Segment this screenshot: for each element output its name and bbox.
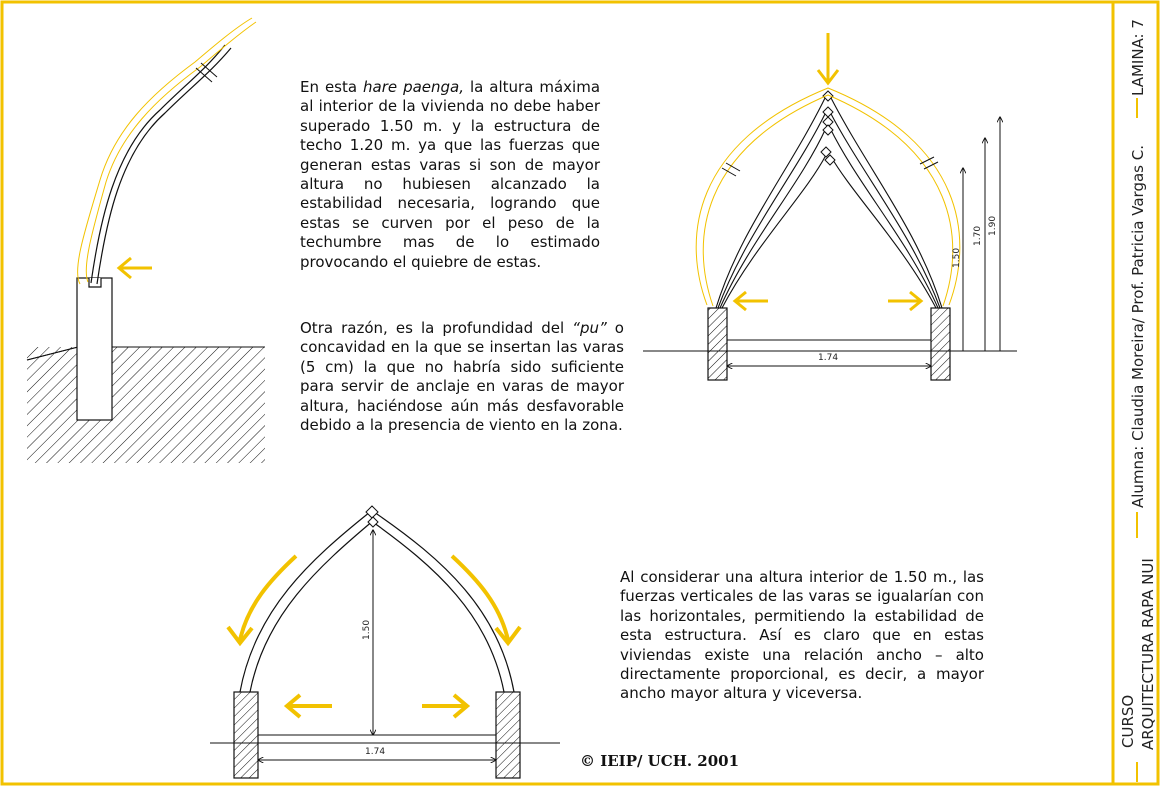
lower-height-label: 1.50 xyxy=(362,619,372,640)
post-detail-drawing xyxy=(27,18,265,463)
sidebar-lamina: LAMINA: 7 xyxy=(1129,19,1147,96)
sidebar-alumna: Alumna: Claudia Moreira/ Prof. Patricia Vargas C. xyxy=(1129,145,1147,508)
paragraph-stability: Al considerar una altura interior de 1.50 m., las fuerzas verticales de las varas se igualarían con las horizontales, permitiendo la estabilidad de esta estructura. Así es claro que en estas viviendas existe una relación ancho – alto directamente proporcional, es decir, a mayor ancho mayor altura y viceversa. xyxy=(620,568,984,703)
upper-arch-drawing xyxy=(643,88,1017,380)
arrow-left-post xyxy=(119,258,152,278)
p2-text-start: Otra razón, es la profundidad del xyxy=(300,319,573,337)
sidebar-curso: CURSO xyxy=(1119,694,1137,748)
upper-width-label: 1.74 xyxy=(818,353,839,363)
p1-text-start: En esta xyxy=(300,78,364,96)
arrow-left-lower xyxy=(287,695,332,717)
sidebar-arquitectura: ARQUITECTURA RAPA NUI xyxy=(1139,558,1157,750)
p1-text-rest: la altura máxima al interior de la vivienda no debe haber superado 1.50 m. y la estructura de techo 1.20 m. ya que las fuerzas que generan estas varas si son de mayor altura no hubiesen alcanzado la estabilidad necesaria, logrando que estas se curven por el peso de la techumbre mas de lo estimado provocando el quiebre de estas. xyxy=(300,78,601,271)
p2-text-rest: o concavidad en la que se insertan las varas (5 cm) la que no habría sido suficiente para servir de anclaje en varas de mayor altura, haciéndose aún más desfavorable debido a la presencia de viento en la zona. xyxy=(300,319,624,435)
upper-height-150-label: 1.50 xyxy=(952,247,962,268)
arrow-right-upper xyxy=(888,292,921,310)
upper-height-170-label: 1.70 xyxy=(973,225,983,246)
p1-italic-term: hare paenga, xyxy=(363,78,465,96)
lower-width-label: 1.74 xyxy=(365,747,386,757)
paragraph-pu xyxy=(300,319,624,435)
arrow-down-top xyxy=(818,33,838,83)
copyright-notice: © IEIP/ UCH. 2001 xyxy=(580,752,740,770)
arrow-right-lower xyxy=(422,695,467,717)
p2-italic-term: “pu” xyxy=(572,319,607,337)
upper-height-190-label: 1.90 xyxy=(988,215,998,236)
arrow-left-upper xyxy=(735,292,768,310)
arrow-curved-right xyxy=(452,556,520,643)
paragraph-hare-paenga xyxy=(300,78,600,272)
